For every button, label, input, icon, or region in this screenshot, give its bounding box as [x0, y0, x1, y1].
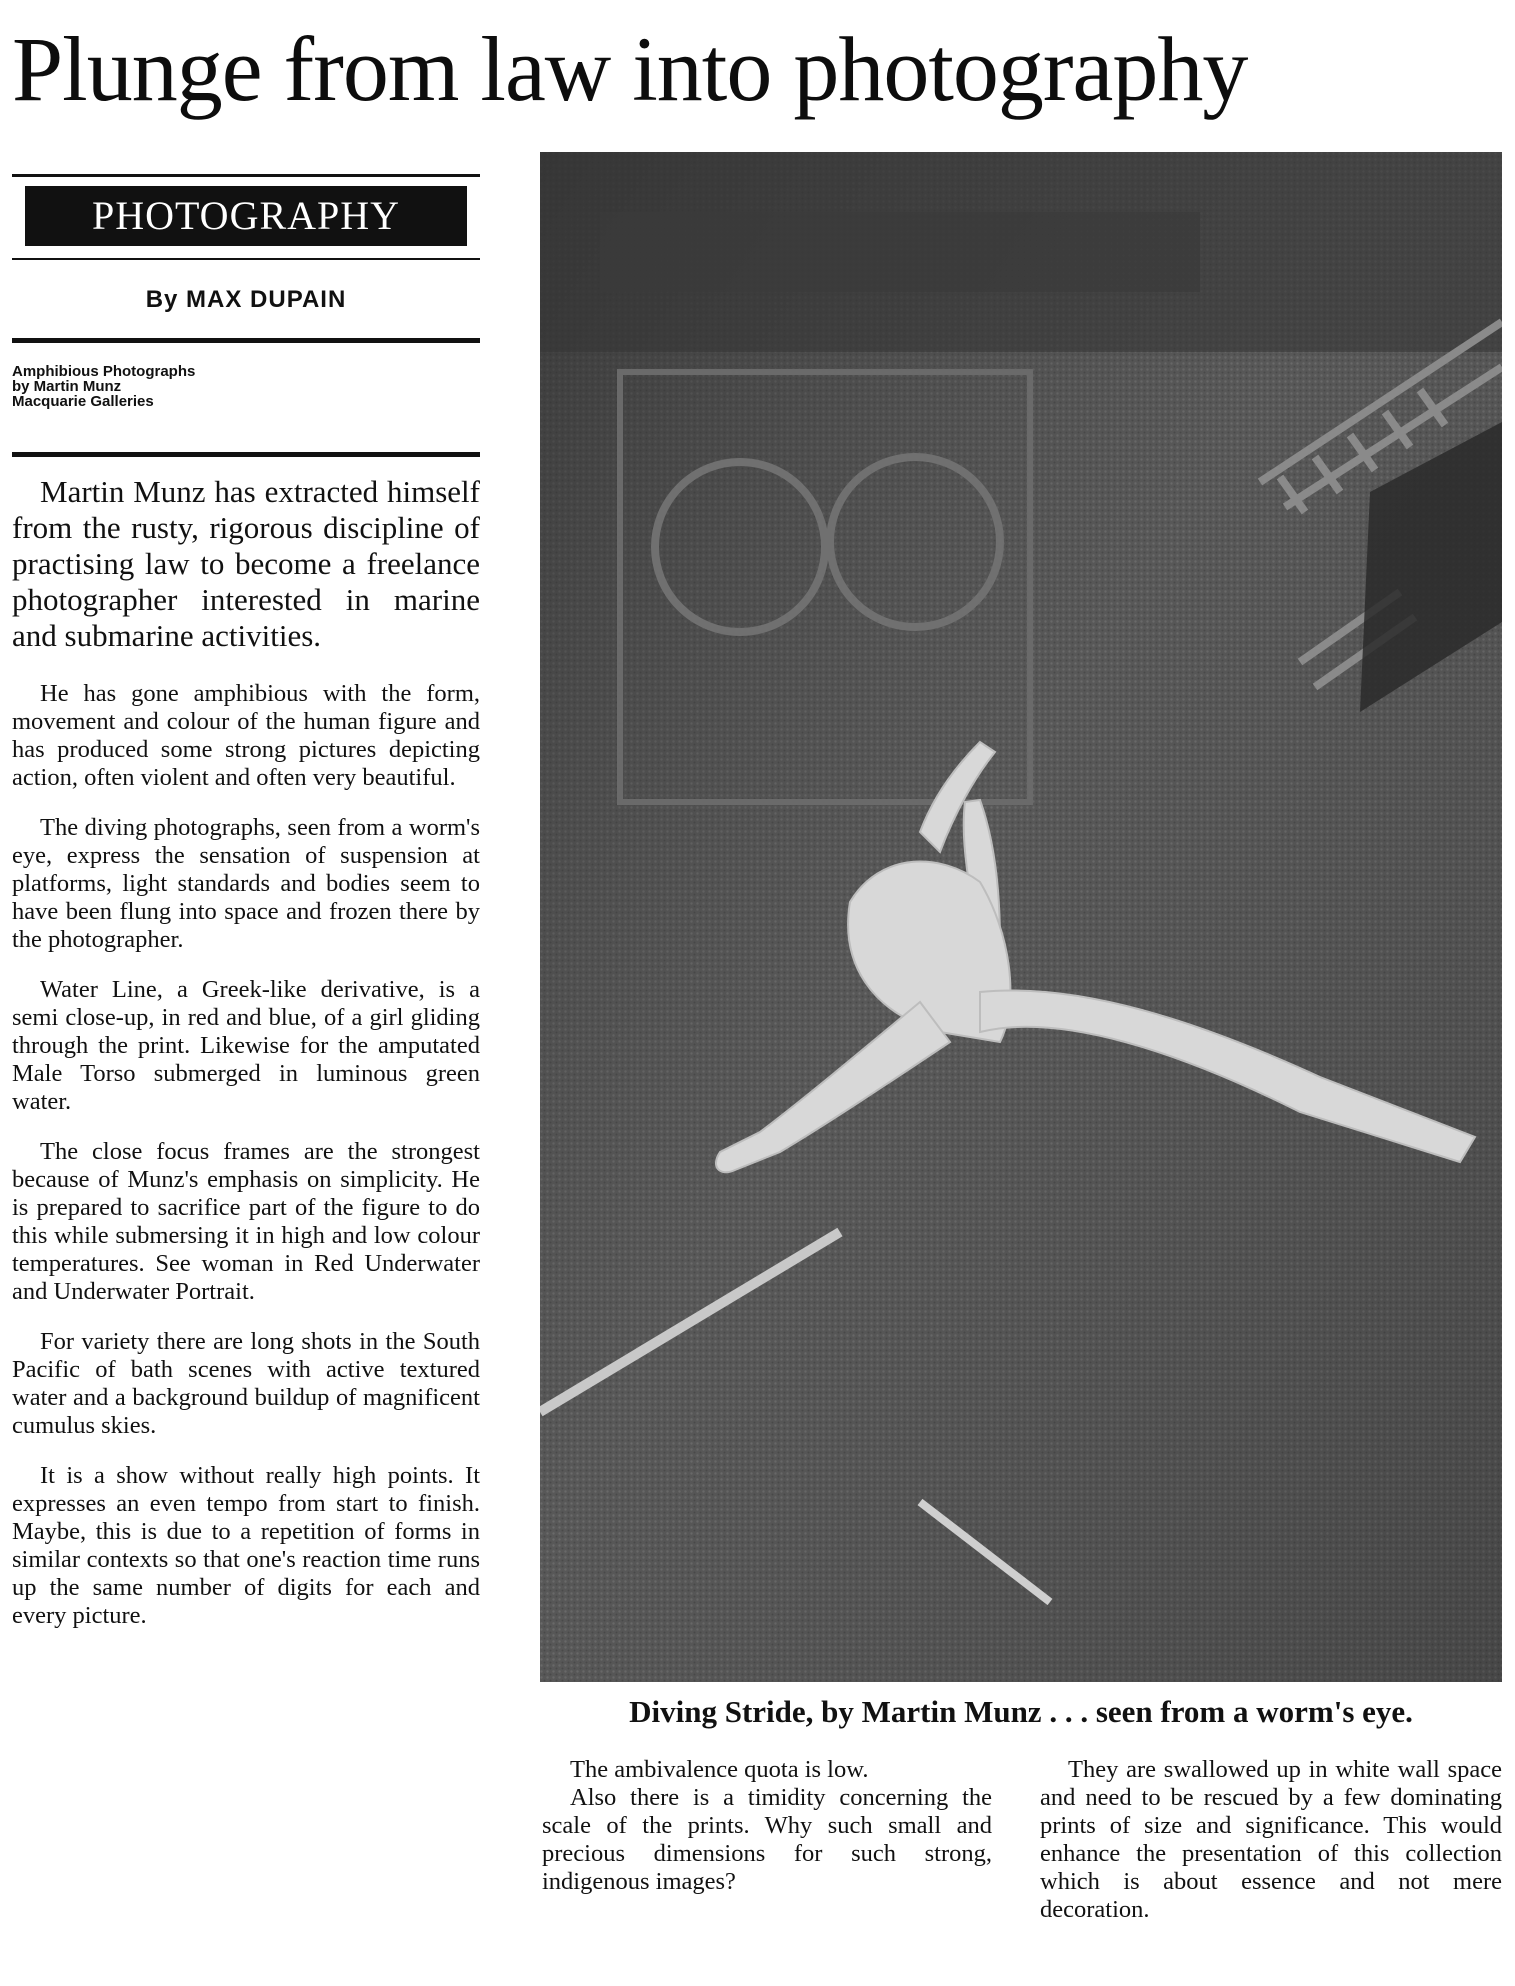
article-paragraph: For variety there are long shots in the South Pacific of bath scenes with active textured water and a background buildup of magnificent cumulus skies.	[12, 1328, 480, 1439]
article-paragraph: It is a show without really high points. It expresses an even tempo from start to finish. Maybe, this is due to a repetition of forms in similar contexts so that one's reaction time runs up the same number of digits for each and every picture.	[12, 1462, 480, 1629]
review-info-line: Amphibious Photographs	[12, 363, 196, 380]
article-column-3	[1040, 1756, 1502, 1924]
top-rule	[12, 174, 480, 177]
article-paragraph: The ambivalence quota is low.	[570, 1756, 869, 1783]
article-paragraph: Also there is a timidity concerning the scale of the prints. Why such small and precious dimensions for such strong, indigenous images?	[542, 1784, 992, 1895]
review-info-line: Macquarie Galleries	[12, 393, 154, 410]
article-paragraph: The diving photographs, seen from a worm's eye, express the sensation of suspension at platforms, light standards and bodies seem to have been flung into space and frozen there by the photographer.	[12, 814, 480, 953]
info-rule	[12, 452, 480, 457]
headline: Plunge from law into photography	[12, 18, 1248, 120]
byline-rule	[12, 338, 480, 343]
article-column-1	[12, 474, 480, 1652]
article-paragraph: Water Line, a Greek-like derivative, is a semi close-up, in red and blue, of a girl gliding through the print. Likewise for the amputated Male Torso submerged in luminous green water.	[12, 976, 480, 1115]
review-info-line: by Martin Munz	[12, 378, 122, 395]
byline: By MAX DUPAIN	[145, 286, 347, 313]
photo-caption: Diving Stride, by Martin Munz . . . seen from a worm's eye.	[629, 1694, 1413, 1729]
diver-photograph	[540, 152, 1502, 1682]
article-paragraph: He has gone amphibious with the form, movement and colour of the human figure and has produced some strong pictures depicting action, often violent and often very beautiful.	[12, 680, 480, 791]
article-paragraph: They are swallowed up in white wall space and need to be rescued by a few dominating prints of size and significance. This would enhance the presentation of this collection which is about essence and not mere decoration.	[1040, 1756, 1502, 1923]
article-paragraph: Martin Munz has extracted himself from the rusty, rigorous discipline of practising law to become a freelance photographer interested in marine and submarine activities.	[12, 474, 480, 653]
review-info	[12, 364, 312, 409]
article-paragraph: The close focus frames are the strongest because of Munz's emphasis on simplicity. He is prepared to sacrifice part of the figure to do this while submersing it in high and low colour temperatures. See woman in Red Underwater and Underwater Portrait.	[12, 1138, 480, 1305]
kicker-rule	[12, 258, 480, 260]
section-label: PHOTOGRAPHY	[25, 186, 467, 246]
article-column-2	[542, 1756, 992, 1896]
diver-photograph-image	[540, 152, 1502, 1682]
